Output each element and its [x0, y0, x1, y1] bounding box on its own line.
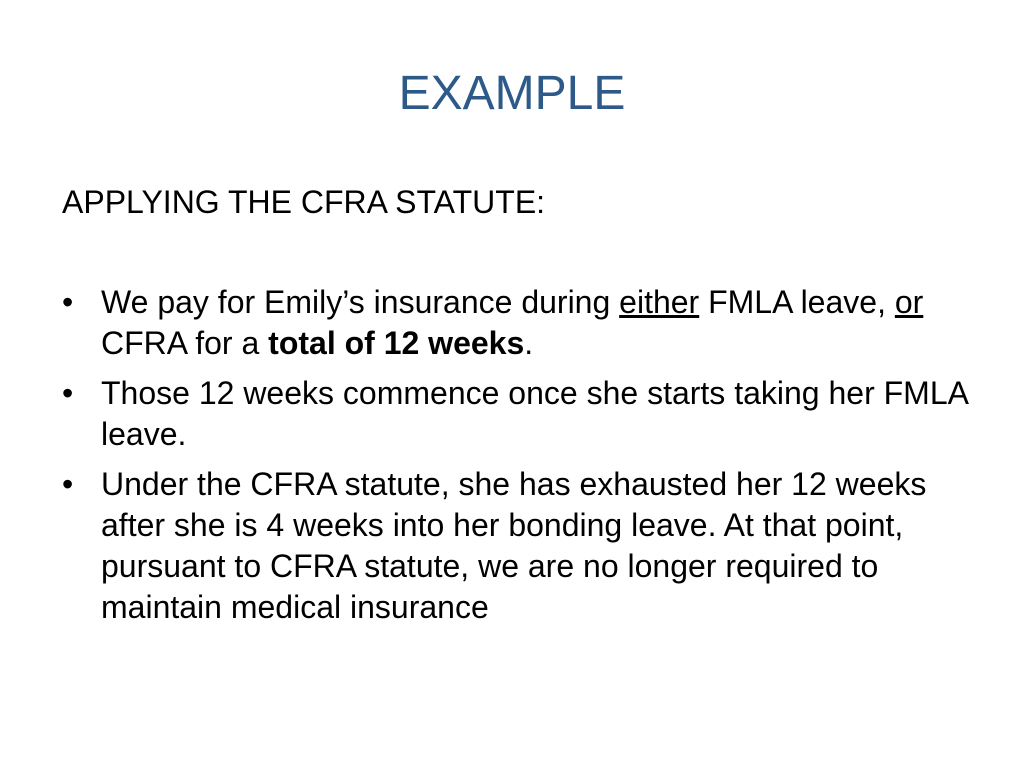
- slide-subtitle: APPLYING THE CFRA STATUTE:: [62, 184, 546, 220]
- bullet-marker: •: [62, 375, 74, 411]
- bullet-text: Those 12 weeks commence once she starts taking her FMLA leave.: [101, 375, 968, 452]
- bullet-text-segment: CFRA for a: [101, 325, 269, 361]
- bullet-text-segment: FMLA leave,: [699, 284, 895, 320]
- bold-total-weeks: total of 12 weeks: [268, 325, 525, 361]
- bullet-text: Under the CFRA statute, she has exhausted her 12 weeks after she is 4 weeks into her bonding leave. At that point, pursuant to CFRA statute, we are no longer required to maintain medical insurance: [101, 466, 927, 625]
- bullet-text-segment: .: [524, 325, 534, 361]
- bullet-marker: •: [62, 284, 74, 320]
- bullet-item-exhausted: [62, 464, 972, 628]
- underlined-or: or: [894, 284, 924, 320]
- bullet-item-commence: [62, 373, 972, 455]
- bullet-text-segment: We pay for Emily’s insurance during: [101, 284, 620, 320]
- bullet-marker: •: [62, 466, 74, 502]
- bullet-item-insurance: [62, 282, 972, 364]
- underlined-either: either: [619, 284, 700, 320]
- bullet-list: [62, 282, 972, 637]
- slide-title: EXAMPLE: [398, 67, 626, 120]
